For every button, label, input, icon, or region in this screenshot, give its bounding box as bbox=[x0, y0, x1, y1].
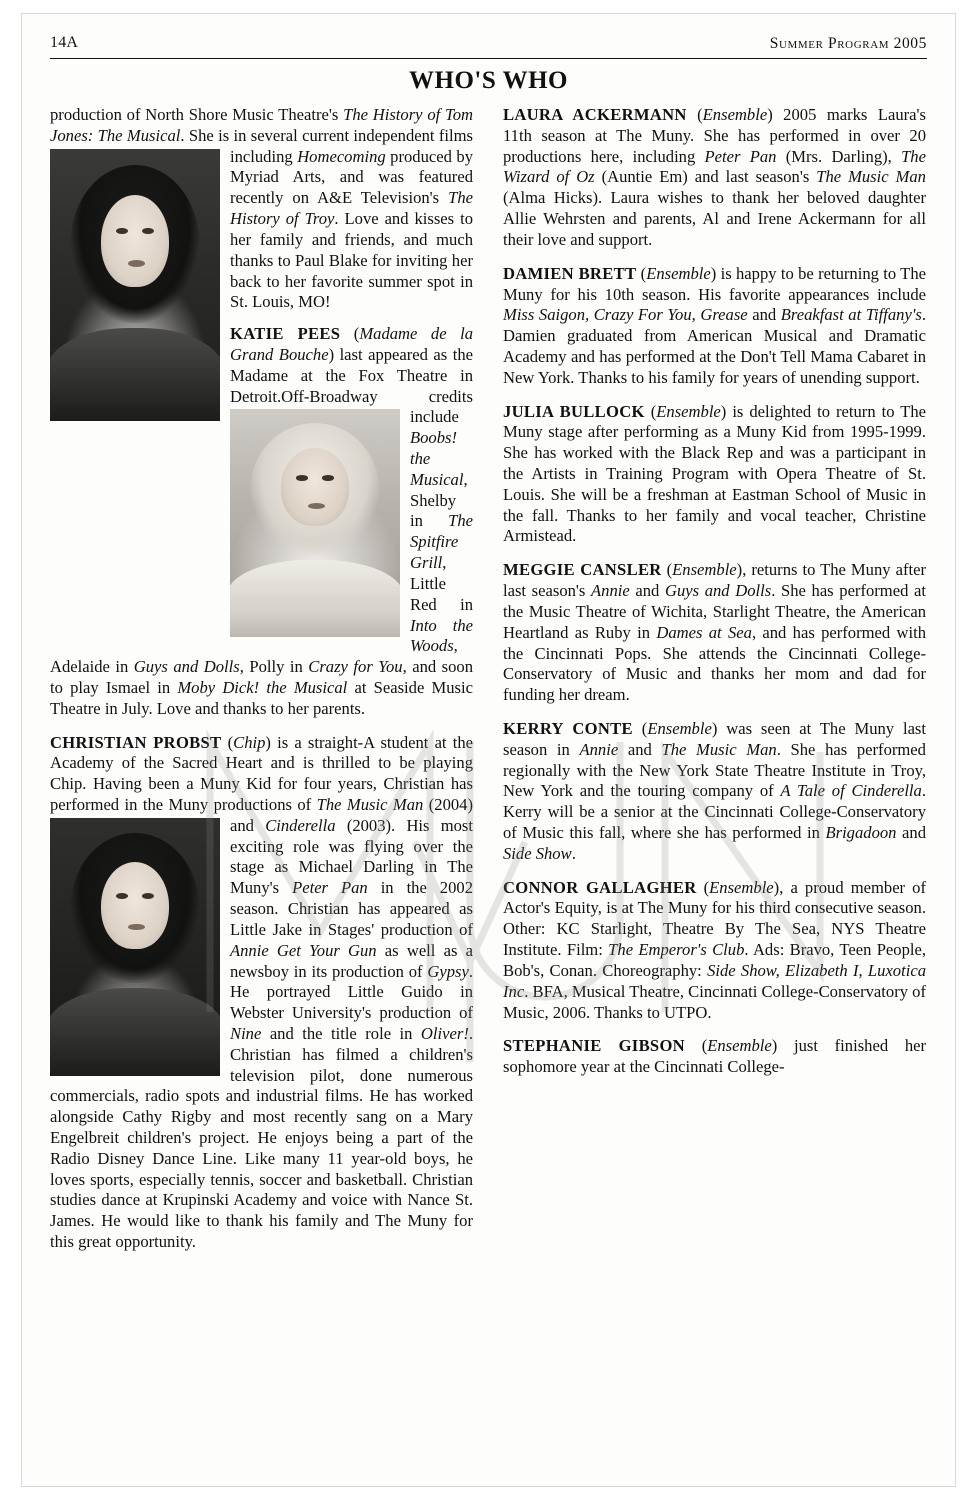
bio-role-damien-brett: Ensemble bbox=[646, 263, 711, 283]
kp-i6: Moby Dick! the Musical bbox=[177, 677, 348, 697]
cp-t2: (2004) and bbox=[230, 795, 473, 835]
kp-i5: Crazy for You bbox=[308, 657, 403, 677]
role-paren-close: ) bbox=[720, 401, 727, 421]
kc-t5: and bbox=[896, 823, 926, 842]
bio-role-connor-gallagher: Ensemble bbox=[709, 877, 774, 897]
kp-i3: Into the Woods bbox=[410, 615, 473, 656]
bio-name-connor-gallagher: CONNOR GALLAGHER bbox=[503, 877, 697, 897]
bio-continued-text-2: . She is in several current independent films including bbox=[180, 125, 473, 166]
mc-t4: , and has performed with the Cincinnati Pops. She attends the Cincinnati College-Conservatory of Music and thanks her mom and dad for funding her dream. bbox=[503, 622, 927, 705]
la-t3: (Auntie Em) and last season's bbox=[594, 167, 817, 187]
cp-i5: Gypsy bbox=[427, 961, 469, 981]
role-paren-open: ( bbox=[697, 105, 703, 124]
bio-kerry-conte bbox=[503, 719, 926, 865]
bio-continued-text-4: . Love and kisses to her family and friends, and much thanks to Paul Blake for inviting her back to her favorite summer spot in St. Louis, MO! bbox=[230, 209, 473, 312]
cp-i4: Annie Get Your Gun bbox=[230, 940, 377, 960]
bio-continued-italic-2: Homecoming bbox=[297, 146, 386, 166]
jb-t1: is delighted to return to The Muny stage after performing as a Muny Kid from 1995-1999. She has worked with the Black Rep and was a participant in the Artists in Training Program with Opera Theatre of St. Louis. She will be a freshman at Eastman School of Music in the fall. Thanks to her family and vocal teacher, Christine Armistead. bbox=[503, 401, 926, 546]
bio-meggie-cansler bbox=[503, 560, 926, 706]
bio-stephanie-gibson bbox=[503, 1036, 926, 1078]
role-paren-open: ( bbox=[650, 401, 657, 421]
kp-t3: , Little Red in bbox=[410, 553, 473, 614]
kp-i1: Boobs! the Musical bbox=[410, 428, 464, 489]
mc-i3: Dames at Sea bbox=[656, 622, 752, 642]
kp-t6: , and soon to play Ismael in bbox=[50, 657, 474, 697]
la-i2: The Wizard of Oz bbox=[503, 146, 926, 187]
bio-continued-text-3: produced by Myriad Arts, and was featured recently on A&E Television's bbox=[230, 146, 473, 208]
kc-i1: Annie bbox=[579, 739, 619, 759]
right-column bbox=[503, 105, 926, 1266]
kc-i5: Side Show bbox=[503, 843, 572, 863]
cg-t1: , a proud member of Actor's Equity, is at The Muny for his third consecutive season. Other: KC Starlight, Theatre By The Sea, NYS Theatre Institute. Film: bbox=[503, 877, 926, 960]
kp-t5: , Polly in bbox=[239, 657, 309, 677]
role-paren-open: ( bbox=[353, 324, 360, 344]
cp-t8: . Christian has filmed a children's television pilot, done numerous commercials, radio spots and industrial films. He has worked alongside Cathy Rigby and most recently sang on a Mary Engelbreit children's project. He enjoys being a part of the Radio Disney Dance Line. Like many 11 year-old boys, he loves sports, especially tennis, soccer and basketball. Christian studies dance at Krupinski Academy and voice with Nance St. James. He would like to thank his family and The Muny for this great opportunity. bbox=[50, 1023, 473, 1252]
role-paren-close: ) bbox=[710, 263, 717, 283]
bio-role-laura-ackermann: Ensemble bbox=[702, 105, 768, 124]
page-sheet bbox=[22, 14, 955, 1486]
bio-laura-ackermann bbox=[503, 105, 926, 251]
sg-t1: just finished her sophomore year at the Cincinnati College- bbox=[503, 1036, 927, 1077]
portrait-photo-1 bbox=[50, 149, 220, 421]
mc-t1: , returns to The Muny after last season's bbox=[503, 560, 926, 601]
left-column bbox=[50, 105, 473, 1266]
page-content bbox=[50, 32, 927, 1464]
kc-i2: The Music Man bbox=[661, 739, 777, 759]
db-t3: . Damien graduated from American Musical and Dramatic Academy and has performed at the Don't Tell Mama Cabaret in New York. Thanks to his family for years of unending support. bbox=[503, 305, 926, 387]
la-t2: (Mrs. Darling), bbox=[776, 146, 902, 166]
cg-i2: Side Show, Elizabeth I, Luxotica Inc bbox=[503, 960, 926, 1001]
kp-i4: Guys and Dolls bbox=[133, 657, 240, 677]
bio-role-kerry-conte: Ensemble bbox=[647, 718, 712, 738]
role-paren-close: ) bbox=[767, 105, 773, 124]
la-t4: (Alma Hicks). Laura wishes to thank her beloved daughter Allie Wehrsten and parents, Al and Irene Ackermann for all their love and support. bbox=[503, 188, 926, 249]
role-paren-open: ( bbox=[703, 877, 710, 897]
mc-t3: . She has performed at the Music Theatre of Wichita, Starlight Theatre, the American Heartland as Ruby in bbox=[503, 581, 926, 642]
bio-name-laura-ackermann: LAURA ACKERMANN bbox=[503, 105, 687, 124]
bio-name-stephanie-gibson: STEPHANIE GIBSON bbox=[503, 1036, 685, 1056]
cp-t6: . He portrayed Little Guido in Webster University's production of bbox=[230, 961, 473, 1023]
db-t2: and bbox=[747, 305, 781, 325]
db-t1: is happy to be returning to The Muny for his 10th season. His favorite appearances include bbox=[503, 263, 926, 304]
cp-t5: as well as a newsboy in its production of bbox=[230, 940, 473, 981]
kp-i2: The Spitfire Grill bbox=[410, 511, 473, 573]
db-i1: Miss Saigon, Crazy For You, Grease bbox=[503, 305, 748, 325]
bio-role-stephanie-gibson: Ensemble bbox=[707, 1036, 772, 1056]
bio-continued-text-1: production of North Shore Music Theatre's bbox=[50, 105, 344, 124]
role-paren-close: ) bbox=[711, 718, 718, 738]
bio-role-christian-probst: Chip bbox=[233, 732, 266, 752]
bio-continued-italic-3: The History of Troy bbox=[230, 188, 473, 229]
bio-role-meggie-cansler: Ensemble bbox=[672, 560, 737, 580]
role-paren-close: ) bbox=[736, 560, 743, 580]
role-paren-close: ) bbox=[773, 877, 780, 897]
bio-role-julia-bullock: Ensemble bbox=[656, 401, 721, 421]
role-paren-open: ( bbox=[641, 718, 648, 738]
bio-julia-bullock bbox=[503, 402, 926, 548]
portrait-photo-2 bbox=[230, 409, 400, 637]
cp-i6: Nine bbox=[230, 1023, 262, 1043]
cg-t3: . BFA, Musical Theatre, Cincinnati College-Conservatory of Music, 2006. Thanks to UTPO. bbox=[503, 981, 926, 1022]
kc-t1: was seen at The Muny last season in bbox=[503, 718, 927, 759]
running-head bbox=[50, 32, 927, 59]
bio-christian-probst bbox=[50, 733, 473, 1253]
role-paren-open: ( bbox=[701, 1036, 708, 1056]
bio-name-meggie-cansler: MEGGIE CANSLER bbox=[503, 560, 662, 580]
bio-name-julia-bullock: JULIA BULLOCK bbox=[503, 401, 645, 421]
cp-i3: Peter Pan bbox=[292, 878, 368, 898]
cp-i1: The Music Man bbox=[316, 795, 424, 814]
kc-t2: and bbox=[618, 739, 662, 759]
cp-t4: in the 2002 season. Christian has appeared as Little Jake in Stages' production of bbox=[230, 878, 473, 939]
kp-t1: last appeared as the Madame at the Fox Theatre in Detroit.Off-Broadway credits include bbox=[230, 344, 473, 427]
role-paren-open: ( bbox=[640, 263, 647, 283]
cp-t3: (2003). His most exciting role was flying over the stage as Michael Darling in The Muny's bbox=[230, 815, 474, 898]
bio-role-katie-pees: Madame de la Grand Bouche bbox=[230, 324, 473, 364]
role-paren-close: ) bbox=[328, 344, 335, 364]
cp-i2: Cinderella bbox=[265, 815, 336, 835]
page-title: WHO'S WHO bbox=[409, 67, 568, 94]
kc-i3: A Tale of Cinderella bbox=[780, 781, 922, 801]
bio-damien-brett bbox=[503, 264, 926, 389]
role-paren-close: ) bbox=[771, 1036, 778, 1056]
kc-t6: . bbox=[571, 843, 576, 863]
bio-name-katie-pees: KATIE PEES bbox=[230, 324, 341, 344]
kc-t4: . Kerry will be a senior at the Cincinnati College-Conservatory of Music this fall, where she has performed in bbox=[503, 781, 926, 842]
cg-i1: The Emperor's Club bbox=[608, 940, 745, 960]
role-paren-open: ( bbox=[227, 732, 234, 752]
mc-i2: Guys and Dolls bbox=[664, 581, 772, 601]
la-t1: 2005 marks Laura's 11th season at The Muny. She has performed in over 20 productions here, including bbox=[503, 105, 926, 166]
kc-t3: . She has performed regionally with the New York State Theatre Institute in Troy, New York and the touring company of bbox=[503, 739, 926, 801]
db-i2: Breakfast at Tiffany's bbox=[780, 305, 922, 325]
cp-t1: is a straight-A student at the Academy of the Sacred Heart and is thrilled to be playing Chip. Having been a Muny Kid for four years, Christian has performed in the Muny productions of bbox=[50, 732, 473, 814]
bio-connor-gallagher bbox=[503, 878, 926, 1024]
page-folio: 14A bbox=[50, 34, 79, 51]
mc-i1: Annie bbox=[591, 581, 630, 601]
kp-t4: , Adelaide in bbox=[50, 636, 458, 677]
kp-t7: at Seaside Music Theatre in July. Love and thanks to her parents. bbox=[50, 677, 473, 718]
bio-name-christian-probst: CHRISTIAN PROBST bbox=[50, 732, 222, 752]
role-paren-open: ( bbox=[666, 560, 673, 580]
la-i3: The Music Man bbox=[816, 167, 926, 187]
kc-i4: Brigadoon bbox=[825, 823, 897, 842]
kp-t2: , Shelby in bbox=[410, 469, 468, 531]
portrait-photo-3 bbox=[50, 818, 220, 1076]
bio-name-damien-brett: DAMIEN BRETT bbox=[503, 263, 637, 283]
role-paren-close: ) bbox=[265, 732, 271, 752]
two-column-body bbox=[50, 105, 927, 1266]
bio-continued-italic-1: The History of Tom Jones: The Musical bbox=[50, 105, 473, 145]
bio-continued bbox=[50, 105, 473, 313]
cg-t2: . Ads: Bravo, Teen People, Bob's, Conan. Choreography: bbox=[503, 940, 927, 980]
cp-t7: and the title role in bbox=[261, 1023, 421, 1043]
mc-t2: and bbox=[629, 581, 665, 601]
cp-i7: Oliver! bbox=[420, 1023, 469, 1043]
la-i1: Peter Pan bbox=[704, 146, 777, 166]
program-title: Summer Program 2005 bbox=[769, 35, 927, 52]
bio-name-kerry-conte: KERRY CONTE bbox=[503, 718, 633, 738]
